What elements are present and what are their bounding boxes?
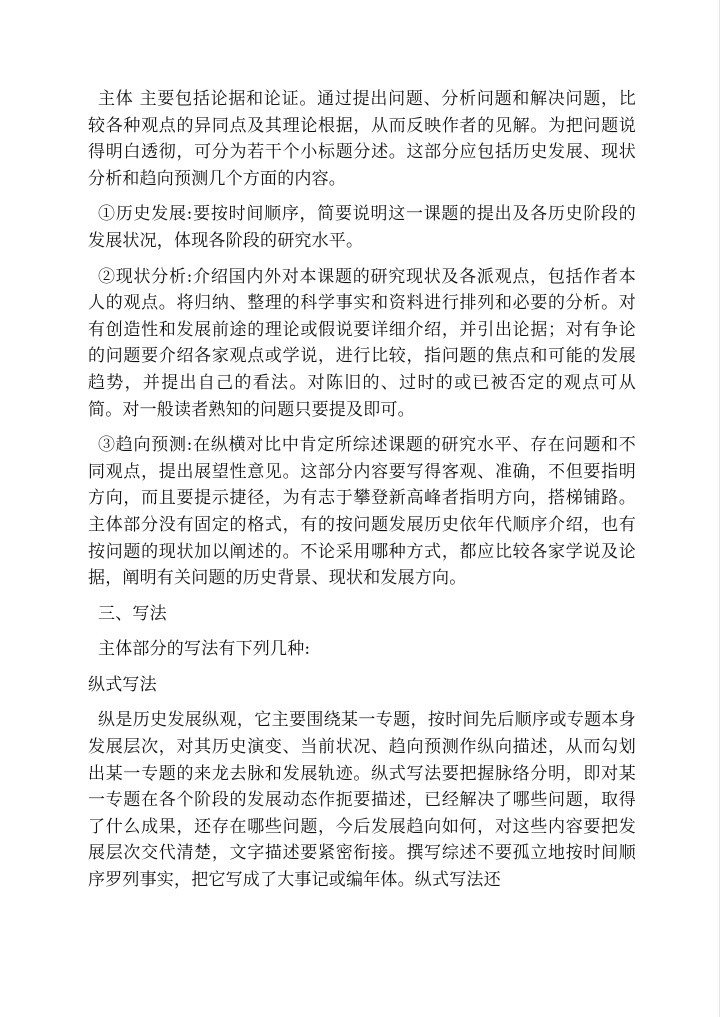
paragraph-main-body: 主体 主要包括论据和论证。通过提出问题、分析问题和解决问题，比较各种观点的异同点及其理论根据，从而反映作者的见解。为把问题说得明白透彻，可分为若干个小标题分述。这部分应包括历史发展、现状分析和趋向预测几个方面的内容。 — [88, 89, 636, 189]
paragraph-status-analysis: ②现状分析:介绍国内外对本课题的研究现状及各派观点，包括作者本人的观点。将归纳、整理的科学事实和资料进行排列和必要的分析。对有创造性和发展前途的理论或假说要详细介绍，并引出论据；对有争论的问题要介绍各家观点或学说，进行比较，指问题的焦点和可能的发展趋势，并提出自己的看法。对陈旧的、过时的或已被否定的观点可从简。对一般读者熟知的问题只要提及即可。 — [88, 266, 636, 420]
paragraph-writing-intro: 主体部分的写法有下列几种: — [98, 639, 311, 660]
paragraph-trend-prediction: ③趋向预测:在纵横对比中肯定所综述课题的研究水平、存在问题和不同观点，提出展望性意见。这部分内容要写得客观、准确，不但要指明方向，而且要提示捷径，为有志于攀登新高峰者指明方向，搭梯铺路。主体部分没有固定的格式，有的按问题发展历史依年代顺序介绍，也有按问题的现状加以阐述的。不论采用哪种方式，都应比较各家学说及论据，阐明有关问题的历史背景、现状和发展方向。 — [88, 435, 636, 589]
section-heading-writing-method: 三、写法 — [98, 603, 167, 624]
document-body — [88, 86, 636, 903]
paragraph-history-development: ①历史发展:要按时间顺序，简要说明这一课题的提出及各历史阶段的发展状况，体现各阶段的研究水平。 — [88, 204, 636, 251]
paragraph-vertical-writing: 纵是历史发展纵观，它主要围绕某一专题，按时间先后顺序或专题本身发展层次，对其历史演变、当前状况、趋向预测作纵向描述，从而勾划出某一专题的来龙去脉和发展轨迹。纵式写法要把握脉络分明，即对某一专题在各个阶段的发展动态作扼要描述，已经解决了哪些问题，取得了什么成果，还存在哪些问题，今后发展趋向如何，对这些内容要把发展层次交代清楚，文字描述要紧密衔接。撰写综述不要孤立地按时间顺序罗列事实，把它写成了大事记或编年体。纵式写法还 — [88, 710, 636, 891]
subheading-vertical-writing: 纵式写法 — [88, 674, 157, 695]
